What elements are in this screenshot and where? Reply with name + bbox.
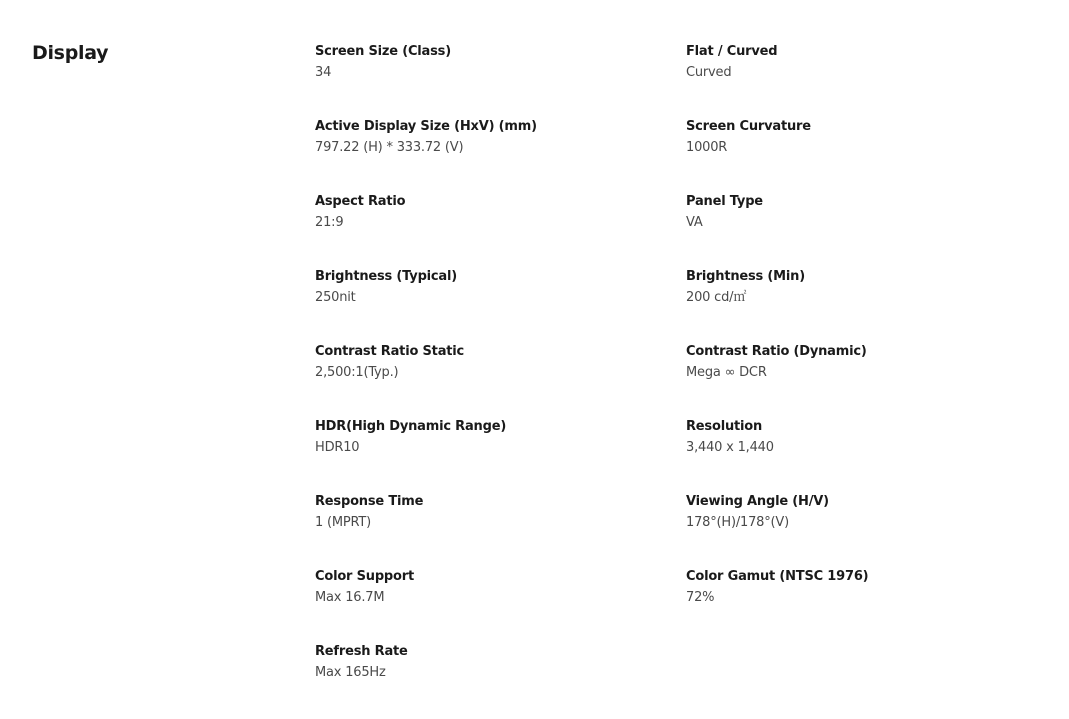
spec-color-support [315,569,686,644]
spec-value: Max 165Hz [315,665,386,680]
section-title: Display [32,42,109,64]
spec-value: 200 cd/㎡ [686,290,747,305]
spec-label: Response Time [315,494,424,509]
spec-contrast-static [315,344,686,419]
spec-hdr [315,419,686,494]
spec-value: Max 16.7M [315,590,385,605]
spec-resolution [686,419,1035,494]
spec-panel-type [686,194,1035,269]
spec-label: Panel Type [686,194,763,209]
spec-label: Color Support [315,569,414,584]
spec-value: 797.22 (H) * 333.72 (V) [315,140,464,155]
spec-value: HDR10 [315,440,360,455]
spec-flat-curved [686,44,1035,119]
spec-value: 250nit [315,290,356,305]
spec-label: Brightness (Typical) [315,269,458,284]
spec-screen-curvature [686,119,1035,194]
spec-value: 72% [686,590,715,605]
spec-value: 21:9 [315,215,344,230]
spec-label: Screen Curvature [686,119,811,134]
spec-brightness-typical [315,269,686,344]
spec-label: Refresh Rate [315,644,408,659]
spec-label: Brightness (Min) [686,269,805,284]
spec-label: Color Gamut (NTSC 1976) [686,569,869,584]
spec-value: 1 (MPRT) [315,515,372,530]
spec-aspect-ratio [315,194,686,269]
spec-response-time [315,494,686,569]
spec-label: HDR(High Dynamic Range) [315,419,507,434]
spec-label: Contrast Ratio (Dynamic) [686,344,867,359]
spec-value: Mega ∞ DCR [686,365,767,380]
spec-screen-size [315,44,686,119]
spec-contrast-dynamic [686,344,1035,419]
spec-label: Resolution [686,419,763,434]
spec-active-display-size [315,119,686,194]
spec-grid [315,44,1035,719]
spec-value: VA [686,215,703,230]
spec-color-gamut [686,569,1035,644]
spec-refresh-rate [315,644,686,719]
spec-brightness-min [686,269,1035,344]
spec-label: Active Display Size (HxV) (mm) [315,119,537,134]
spec-value: 1000R [686,140,728,155]
spec-label: Viewing Angle (H/V) [686,494,829,509]
spec-value: 178°(H)/178°(V) [686,515,789,530]
spec-value: Curved [686,65,732,80]
spec-value: 2,500:1(Typ.) [315,365,399,380]
spec-viewing-angle [686,494,1035,569]
spec-label: Contrast Ratio Static [315,344,465,359]
spec-value: 3,440 x 1,440 [686,440,774,455]
spec-label: Flat / Curved [686,44,778,59]
spec-label: Screen Size (Class) [315,44,451,59]
spec-label: Aspect Ratio [315,194,406,209]
spec-value: 34 [315,65,332,80]
